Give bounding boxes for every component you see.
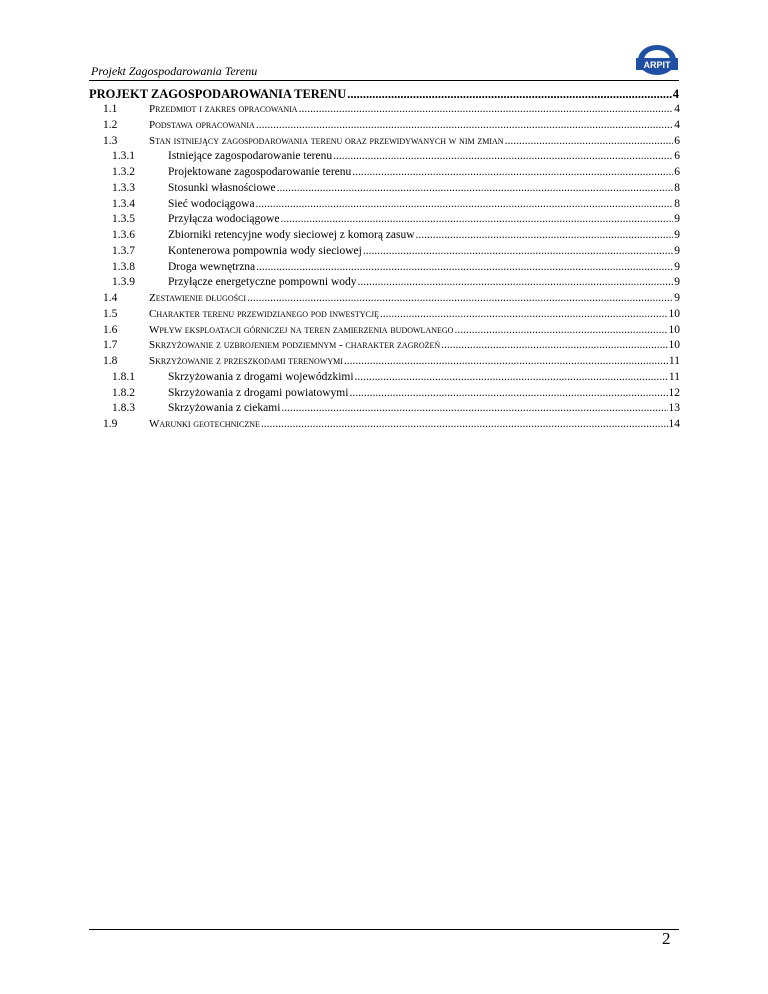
toc-entry-number: 1.3.3: [112, 181, 135, 194]
footer-divider: [89, 929, 679, 930]
toc-entry-page: 8: [674, 181, 680, 194]
toc-leader: [505, 135, 674, 147]
toc-entry-label: Warunki geotechniczne: [149, 418, 260, 430]
toc-leader: [299, 103, 674, 115]
toc-entry-label: Kontenerowa pompownia wody sieciowej: [168, 244, 362, 257]
toc-entry-page: 12: [668, 386, 680, 399]
toc-entry-page: 4: [674, 118, 680, 131]
toc-entry-label: Stan istniejący zagospodarowania terenu oraz przewidywanych w nim zmian: [149, 134, 504, 147]
toc-entry-number: 1.8: [103, 355, 118, 367]
toc-entry-body: [168, 150, 680, 162]
toc-entry-number: 1.8.2: [112, 386, 135, 399]
toc-leader: [277, 182, 674, 194]
toc-entry[interactable]: [0, 276, 768, 291]
toc-entry-label: Droga wewnętrzna: [168, 260, 256, 273]
toc-entry-body: [168, 166, 680, 178]
toc-entry-body: [168, 387, 680, 399]
toc-entry-page: 9: [674, 260, 680, 273]
toc-entry-label: Przyłącza wodociągowe: [168, 213, 280, 226]
toc-entry-page: 9: [674, 229, 680, 241]
toc-entry-number: 1.8.3: [112, 402, 135, 415]
toc-entry-body: [168, 213, 680, 225]
toc-leader: [256, 261, 673, 273]
toc-entry-label: Istniejące zagospodarowanie terenu: [168, 150, 333, 163]
toc-entry-page: 9: [674, 292, 680, 304]
toc-entry[interactable]: [0, 261, 768, 276]
toc-entry-number: 1.5: [103, 307, 118, 320]
toc-leader: [344, 355, 668, 367]
toc-entry-body: [168, 276, 680, 288]
toc-entry[interactable]: [0, 103, 768, 118]
toc-entry-number: 1.1: [103, 103, 118, 115]
toc-leader: [256, 198, 674, 210]
toc-entry-body: [149, 292, 680, 304]
toc-main-page: 4: [672, 87, 679, 101]
toc-entry[interactable]: [0, 166, 768, 181]
header-divider: [89, 80, 679, 81]
toc-entry[interactable]: [0, 355, 768, 370]
toc-entry[interactable]: [0, 292, 768, 307]
toc-entry-label: Wpływ eksploatacji górniczej na teren zamierzenia budowlanego: [149, 323, 454, 336]
toc-entry-label: Skrzyżowanie z przeszkodami terenowymi: [149, 355, 343, 367]
toc-entry-page: 14: [668, 418, 680, 430]
toc-entry-page: 6: [674, 134, 680, 147]
toc-entry[interactable]: [0, 229, 768, 244]
toc-leader: [281, 402, 667, 414]
toc-entry-number: 1.8.1: [112, 370, 135, 383]
toc-entry-label: Skrzyżowania z ciekami: [168, 402, 281, 415]
toc-entry-page: 4: [674, 103, 680, 115]
toc-entry-body: [149, 339, 680, 351]
toc-entry-label: Skrzyżowania z drogami powiatowymi: [168, 386, 349, 399]
logo-text: ARPIT: [643, 60, 671, 70]
toc-leader: [333, 150, 673, 162]
toc-leader: [256, 119, 673, 131]
toc-entry-page: 10: [668, 323, 680, 336]
toc-entry-number: 1.3.1: [112, 150, 135, 163]
toc-entry[interactable]: [0, 371, 768, 386]
toc-entry[interactable]: [0, 324, 768, 339]
toc-entry-number: 1.7: [103, 339, 118, 352]
toc-entry-label: Skrzyżowania z drogami wojewódzkimi: [168, 370, 354, 383]
toc-entry-body: [149, 103, 680, 115]
toc-leader: [349, 387, 667, 399]
toc-entry-number: 1.3.4: [112, 197, 135, 210]
toc-entry-number: 1.9: [103, 418, 118, 430]
toc-entry-page: 6: [674, 166, 680, 178]
toc-entry-body: [168, 229, 680, 241]
toc-entry-body: [168, 402, 680, 414]
toc-leader: [363, 245, 673, 257]
toc-entry[interactable]: [0, 182, 768, 197]
toc-entry-number: 1.3.2: [112, 166, 135, 178]
toc-leader: [441, 339, 667, 351]
toc-entry[interactable]: [0, 418, 768, 433]
toc-entry-number: 1.2: [103, 118, 118, 131]
toc-main-entry[interactable]: [89, 86, 679, 102]
toc-leader: [347, 87, 672, 102]
toc-entry-page: 9: [674, 213, 680, 226]
toc-entry-body: [149, 308, 680, 320]
toc-leader: [355, 371, 668, 383]
toc-entry-body: [168, 371, 680, 383]
toc-entry-number: 1.6: [103, 323, 118, 336]
toc-entry-page: 10: [668, 339, 680, 352]
toc-entry-label: Skrzyżowanie z uzbrojeniem podziemnym - charakter zagrożeń: [149, 339, 441, 352]
toc-entry-number: 1.3.6: [112, 229, 135, 241]
toc-entry-body: [149, 418, 680, 430]
toc-entry-label: Przedmiot i zakres opracowania: [149, 103, 298, 115]
toc-entry-number: 1.3: [103, 134, 118, 147]
toc-entry-label: Charakter terenu przewidzianego pod inwestycję: [149, 307, 379, 320]
toc-entry-body: [168, 182, 680, 194]
toc-leader: [358, 276, 674, 288]
toc-entry-number: 1.3.5: [112, 213, 135, 226]
toc-entry-number: 1.4: [103, 292, 118, 304]
toc-entry-body: [149, 355, 680, 367]
toc-entry-page: 6: [674, 150, 680, 163]
toc-entry-body: [168, 261, 680, 273]
toc-entry-body: [168, 245, 680, 257]
company-logo-icon: [636, 44, 678, 78]
toc-entry-page: 11: [668, 370, 680, 383]
toc-entry[interactable]: [0, 245, 768, 260]
toc-entry-page: 13: [668, 402, 680, 415]
toc-entry-number: 1.3.9: [112, 276, 135, 289]
toc-entry-label: Podstawa opracowania: [149, 118, 255, 131]
toc-leader: [280, 213, 673, 225]
toc-entry[interactable]: [0, 150, 768, 165]
toc-entry[interactable]: [0, 387, 768, 402]
toc-leader: [247, 292, 673, 304]
toc-entry[interactable]: [0, 308, 768, 323]
toc-entry-label: Sieć wodociągowa: [168, 197, 255, 210]
toc-entry-label: Projektowane zagospodarowanie terenu: [168, 166, 352, 178]
toc-entry-label: Zestawienie długości: [149, 292, 247, 304]
toc-entry-body: [149, 119, 680, 131]
toc-entry-page: 9: [674, 276, 680, 289]
toc-entry[interactable]: [0, 119, 768, 134]
toc-entry-label: Zbiorniki retencyjne wody sieciowej z komorą zasuw: [168, 229, 415, 241]
toc-entry[interactable]: [0, 135, 768, 150]
toc-leader: [380, 308, 668, 320]
toc-entry-page: 8: [674, 197, 680, 210]
toc-entry-label: Przyłącze energetyczne pompowni wody: [168, 276, 357, 289]
toc-entry-page: 10: [668, 307, 680, 320]
toc-entry[interactable]: [0, 198, 768, 213]
toc-main-label: PROJEKT ZAGOSPODAROWANIA TERENU: [89, 87, 347, 101]
toc-entry-number: 1.3.8: [112, 260, 135, 273]
toc-entry-label: Stosunki własnościowe: [168, 181, 276, 194]
toc-entry-page: 9: [674, 244, 680, 257]
toc-entry[interactable]: [0, 213, 768, 228]
toc-entry-number: 1.3.7: [112, 244, 135, 257]
toc-entry[interactable]: [0, 339, 768, 354]
toc-entry-page: 11: [668, 355, 680, 367]
toc-entry-body: [149, 135, 680, 147]
toc-entry[interactable]: [0, 402, 768, 417]
page-number: 2: [662, 929, 671, 948]
toc-leader: [261, 418, 668, 430]
toc-leader: [352, 166, 673, 178]
toc-leader: [416, 229, 674, 241]
toc-entry-body: [149, 324, 680, 336]
header-title: Projekt Zagospodarowania Terenu: [91, 64, 258, 78]
toc-leader: [454, 324, 667, 336]
toc-entry-body: [168, 198, 680, 210]
